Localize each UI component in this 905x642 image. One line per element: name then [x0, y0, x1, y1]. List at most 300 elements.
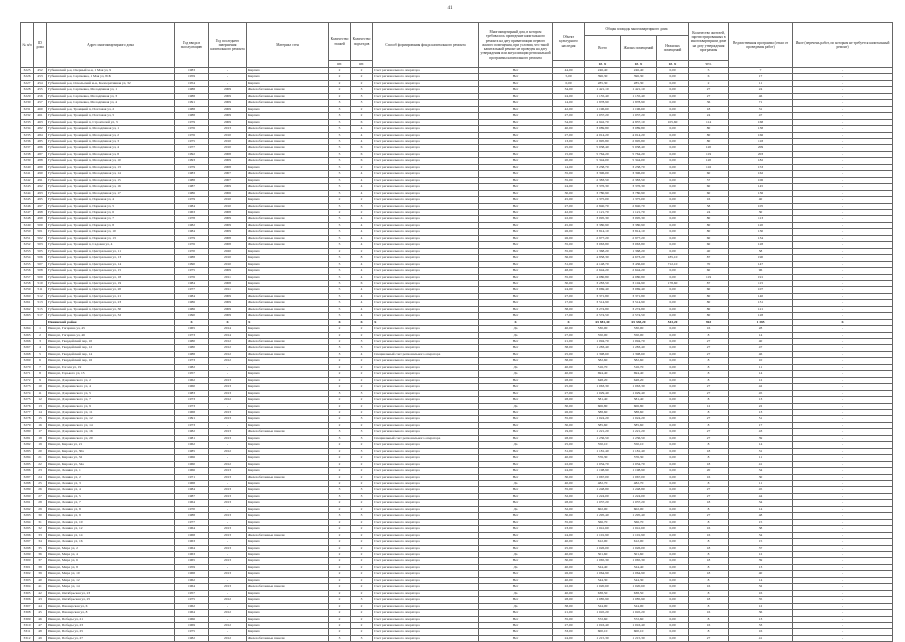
table-cell: -	[793, 306, 893, 312]
table-cell: Счет регионального оператора	[373, 229, 479, 235]
table-cell: 1 085,90	[621, 597, 657, 603]
table-cell: 80	[689, 300, 729, 306]
table-cell: Нет	[479, 448, 553, 454]
table-cell: 396,30	[585, 74, 621, 80]
table-cell: 606,80	[585, 403, 621, 409]
table-cell: Кирпич	[247, 455, 329, 461]
table-cell: 13	[34, 403, 47, 409]
table-cell: 2013	[209, 474, 247, 480]
table-cell: 3 063,80	[585, 242, 621, 248]
table-cell: 40,00	[553, 481, 585, 487]
table-cell: Да	[479, 506, 553, 512]
table-cell: 147	[729, 261, 793, 267]
table-cell: 285,30	[621, 80, 657, 86]
table-cell: 31,00	[553, 448, 585, 454]
table-cell: 2	[329, 532, 351, 538]
table-cell: Специальный счет регионального оператора	[373, 351, 479, 357]
table-cell: 2	[329, 326, 351, 332]
table-cell: 3262	[21, 306, 34, 312]
table-cell: 493	[34, 190, 47, 196]
table-cell: 572,60	[585, 616, 621, 622]
table-cell: 3295	[21, 526, 34, 532]
table-cell: 3	[351, 93, 373, 99]
table-cell: 3	[351, 435, 373, 441]
table-cell: 5	[329, 164, 351, 170]
table-cell: 120	[689, 158, 729, 164]
table-cell: 33	[729, 622, 793, 628]
table-cell: 13	[729, 397, 793, 403]
table-cell: Губкинский р-н, Озерный м-н, 1 Мая ул, 9	[47, 68, 175, 74]
table-cell: 1 026,00	[585, 545, 621, 551]
table-cell: 28,00	[553, 435, 585, 441]
table-cell: 40,00	[553, 539, 585, 545]
table-cell: 4 014,20	[585, 132, 621, 138]
table-cell: 43	[34, 597, 47, 603]
table-cell: 8	[689, 442, 729, 448]
table-cell: Кирпич	[247, 177, 329, 183]
table-cell: 2	[329, 358, 351, 364]
table-cell: 3 238,70	[621, 164, 657, 170]
table-cell: 1990	[175, 313, 209, 319]
table-cell: 487	[34, 151, 47, 157]
table-cell: 2009	[209, 216, 247, 222]
table-cell: 1975	[175, 138, 209, 144]
table-cell: 3 371,80	[621, 293, 657, 299]
table-cell: Счет регионального оператора	[373, 481, 479, 487]
table-cell: Железобетонные панели	[247, 300, 329, 306]
table-cell: 0,00	[657, 80, 689, 86]
table-cell: 566,70	[621, 519, 657, 525]
table-cell: 3237	[21, 145, 34, 151]
table-cell: 3285	[21, 461, 34, 467]
table-cell: 40,00	[553, 371, 585, 377]
unit-residents: чел.	[689, 61, 729, 68]
table-cell: Губкинский р-н, Троицкий п, Парковая ул, 7	[47, 216, 175, 222]
table-cell: 648,20	[585, 377, 621, 383]
table-cell: Губкинский р-н, Троицкий п, Парковая ул, 5	[47, 203, 175, 209]
table-cell: 2	[351, 164, 373, 170]
table-cell: 24,00	[553, 93, 585, 99]
table-cell: Губкинский р-н, Троицкий п, Центральная ул, 21	[47, 293, 175, 299]
table-cell: 1984	[175, 229, 209, 235]
table-cell: 544,30	[585, 577, 621, 583]
table-cell: 588,60	[621, 410, 657, 416]
table-cell: 27	[689, 487, 729, 493]
table-cell: 0,00	[657, 551, 689, 557]
table-cell: 32,00	[553, 493, 585, 499]
table-cell: Нет	[479, 248, 553, 254]
table-cell: Счет регионального оператора	[373, 564, 479, 570]
table-cell: 5	[329, 158, 351, 164]
table-cell: Счет регионального оператора	[373, 248, 479, 254]
table-cell: 2	[329, 80, 351, 86]
table-cell: Нет	[479, 461, 553, 467]
table-cell: Нет	[479, 571, 553, 577]
table-cell: 1977	[175, 519, 209, 525]
table-cell: 20	[689, 468, 729, 474]
table-cell: Счет регионального оператора	[373, 216, 479, 222]
table-cell: 3251	[21, 235, 34, 241]
table-cell: Нет	[479, 87, 553, 93]
table-cell: -	[793, 358, 893, 364]
table-cell: 461	[34, 113, 47, 119]
table-cell: 516,70	[621, 364, 657, 370]
table-cell: 15	[34, 416, 47, 422]
table-cell: -	[793, 339, 893, 345]
table-cell: 4	[351, 242, 373, 248]
table-cell: 27	[689, 93, 729, 99]
table-cell: 0,00	[657, 248, 689, 254]
table-cell: Да	[479, 442, 553, 448]
table-cell: 0,00	[657, 106, 689, 112]
table-cell: 1962	[175, 377, 209, 383]
table-cell: 2	[351, 332, 373, 338]
table-cell: 1 878,90	[585, 100, 621, 106]
table-cell: 2014	[209, 332, 247, 338]
table-cell: 14	[729, 577, 793, 583]
table-cell: -	[793, 539, 893, 545]
table-cell: Нет	[479, 126, 553, 132]
table-cell: 40	[729, 571, 793, 577]
table-cell: 42	[34, 590, 47, 596]
table-cell: 2011	[209, 274, 247, 280]
table-cell: 36,00	[553, 255, 585, 261]
table-cell: 3281	[21, 435, 34, 441]
table-cell: 2	[329, 68, 351, 74]
table-cell: Да	[479, 326, 553, 332]
table-cell: 1982	[175, 222, 209, 228]
table-cell: 12	[729, 603, 793, 609]
table-cell: 17	[729, 422, 793, 428]
table-cell: 3309	[21, 616, 34, 622]
table-cell: Ивня рп, Гвардейский пер, 16	[47, 358, 175, 364]
table-cell: 1964	[175, 610, 209, 616]
table-cell: 5	[329, 306, 351, 312]
table-cell: 2	[351, 500, 373, 506]
table-cell: Железобетонные панели	[247, 532, 329, 538]
table-cell: 1988	[175, 113, 209, 119]
table-cell: 2	[329, 209, 351, 215]
table-cell: Губкинский р-н, Троицкий п, Парковая ул, 8	[47, 222, 175, 228]
table-cell: 2	[689, 80, 729, 86]
table-cell: Кирпич	[247, 468, 329, 474]
table-cell: 0,00	[657, 274, 689, 280]
table-cell: 107	[729, 287, 793, 293]
table-cell: Нет	[479, 519, 553, 525]
table-cell: 2 574,50	[621, 313, 657, 319]
table-cell: 2008	[209, 209, 247, 215]
table-cell: -	[793, 487, 893, 493]
table-cell: 60	[689, 171, 729, 177]
table-cell: 2	[351, 113, 373, 119]
table-cell: 3294	[21, 519, 34, 525]
table-cell: 16	[729, 629, 793, 635]
table-cell: 2	[351, 384, 373, 390]
table-cell: 2010	[209, 138, 247, 144]
table-cell: Железобетонные панели	[247, 87, 329, 93]
table-cell: Счет регионального оператора	[373, 190, 479, 196]
table-cell: 0,00	[657, 603, 689, 609]
table-cell: -	[793, 274, 893, 280]
table-cell: 46	[729, 93, 793, 99]
col-fund-method: Способ формирования фонда капитального ремонта	[373, 23, 479, 68]
table-cell: 1982	[175, 429, 209, 435]
table-cell: 0,00	[657, 68, 689, 74]
table-cell: Счет регионального оператора	[373, 461, 479, 467]
table-cell: 3	[329, 429, 351, 435]
table-cell: Железобетонные панели	[247, 229, 329, 235]
table-cell: 2013	[209, 390, 247, 396]
table-cell: 2009	[209, 87, 247, 93]
table-cell: 2013	[209, 377, 247, 383]
table-cell: 3310	[21, 622, 34, 628]
table-cell: Ивнянский район	[47, 319, 175, 325]
table-cell: X	[793, 319, 893, 325]
table-cell: 6	[351, 158, 373, 164]
table-cell: 1 295,40	[621, 513, 657, 519]
table-cell: 2009	[209, 113, 247, 119]
table-cell: 499	[34, 216, 47, 222]
table-cell: 2012	[209, 610, 247, 616]
table-cell: 2009	[209, 300, 247, 306]
table-cell: Счет регионального оператора	[373, 390, 479, 396]
table-cell: -	[793, 80, 893, 86]
table-cell: 0,00	[657, 216, 689, 222]
table-cell: Кирпич	[247, 326, 329, 332]
table-cell: 3	[329, 487, 351, 493]
table-cell: -	[209, 603, 247, 609]
table-cell: Да	[479, 551, 553, 557]
table-cell: Нет	[479, 274, 553, 280]
table-cell: 21,00	[553, 339, 585, 345]
table-cell: 4	[351, 171, 373, 177]
table-cell: 4 080,80	[585, 274, 621, 280]
table-cell: 3240	[21, 164, 34, 170]
table-cell: 486	[34, 145, 47, 151]
table-cell: Губкинский р-н, Троицкий п, Почтовая ул, 5	[47, 113, 175, 119]
table-cell: Нет	[479, 384, 553, 390]
table-cell: 9	[34, 377, 47, 383]
table-cell: 5 344,00	[585, 158, 621, 164]
table-cell: 1992	[175, 151, 209, 157]
table-cell: 1 375,00	[621, 197, 657, 203]
table-cell: 5	[329, 216, 351, 222]
table-cell: 128	[729, 313, 793, 319]
table-cell: 1 224,00	[621, 493, 657, 499]
table-cell: -	[793, 377, 893, 383]
table-cell: 484	[34, 132, 47, 138]
table-cell: 30,00	[553, 280, 585, 286]
col-floors: Количество этажей	[329, 23, 351, 61]
table-cell: 30,00	[553, 403, 585, 409]
table-cell: 3229	[21, 93, 34, 99]
table-cell: Нет	[479, 377, 553, 383]
table-cell: 507	[34, 261, 47, 267]
table-cell: Кирпич	[247, 590, 329, 596]
table-cell: 4	[351, 268, 373, 274]
table-cell: 2	[329, 474, 351, 480]
table-cell: 0,00	[657, 571, 689, 577]
table-cell: 41	[729, 635, 793, 641]
table-cell: 28,00	[553, 597, 585, 603]
table-cell: 3	[329, 513, 351, 519]
table-cell: 2012	[209, 597, 247, 603]
table-cell: Кирпич	[247, 287, 329, 293]
table-cell: 45,00	[553, 222, 585, 228]
table-cell: 3239	[21, 158, 34, 164]
table-cell: 20	[34, 448, 47, 454]
table-cell: 3292	[21, 506, 34, 512]
table-cell: 15,00	[553, 151, 585, 157]
table-cell: 26,00	[553, 229, 585, 235]
table-cell: 246,40	[621, 68, 657, 74]
table-cell: -	[793, 519, 893, 525]
table-cell: 2012	[209, 635, 247, 641]
table-cell: Губкинский р-н, Троицкий п, Почтовая ул, 2	[47, 106, 175, 112]
table-cell: Нет	[479, 545, 553, 551]
table-cell: Кирпич	[247, 597, 329, 603]
table-cell: 1 020,60	[621, 584, 657, 590]
table-cell: 2	[329, 564, 351, 570]
table-cell: 2013	[209, 500, 247, 506]
table-cell: Губкинский р-н, Троицкий п, Центральная ул, 13	[47, 255, 175, 261]
table-cell: Счет регионального оператора	[373, 429, 479, 435]
table-cell: 35,00	[553, 177, 585, 183]
table-cell: Губкинский р-н, Троицкий п, Парковая ул, 6	[47, 209, 175, 215]
table-cell: 0,00	[657, 481, 689, 487]
table-cell: 11	[34, 390, 47, 396]
table-cell: 18	[689, 558, 729, 564]
table-cell: Ивня рп, Ленина ул, 12	[47, 526, 175, 532]
table-cell: Счет регионального оператора	[373, 513, 479, 519]
table-cell: 4	[351, 274, 373, 280]
table-cell: 14,00	[553, 100, 585, 106]
table-cell: 3255	[21, 261, 34, 267]
unit-area-total: кв. м	[585, 61, 621, 68]
table-cell: Кирпич	[247, 268, 329, 274]
table-cell: 2009	[209, 119, 247, 125]
table-cell: Ивня рп, Мира ул, 4	[47, 551, 175, 557]
table-cell: Нет	[479, 629, 553, 635]
table-cell: 5	[329, 145, 351, 151]
table-cell: 3278	[21, 416, 34, 422]
table-cell: 1962	[175, 577, 209, 583]
table-cell: 2010	[209, 255, 247, 261]
table-cell: 3 396,00	[585, 171, 621, 177]
table-cell: 16	[689, 610, 729, 616]
housing-register-table	[20, 22, 893, 642]
table-cell: Кирпич	[247, 377, 329, 383]
table-cell: Кирпич	[247, 384, 329, 390]
table-cell: -	[793, 590, 893, 596]
table-cell: 31,00	[553, 261, 585, 267]
table-cell: 1 198,90	[585, 468, 621, 474]
table-cell: 2	[351, 622, 373, 628]
table-cell: 4	[351, 177, 373, 183]
table-cell: 1 067,00	[585, 474, 621, 480]
table-cell: -	[793, 300, 893, 306]
table-cell: 2014	[209, 326, 247, 332]
table-cell: Ивня рп, Мира ул, 10	[47, 571, 175, 577]
table-cell: 40,00	[553, 577, 585, 583]
table-cell: 3297	[21, 539, 34, 545]
table-cell: Кирпич	[247, 332, 329, 338]
table-cell: 2013	[209, 558, 247, 564]
table-cell: 4	[351, 261, 373, 267]
table-cell: 3290	[21, 493, 34, 499]
table-cell: Нет	[479, 306, 553, 312]
table-cell: Кирпич	[247, 119, 329, 125]
table-cell: 3284	[21, 455, 34, 461]
table-cell: 3	[351, 429, 373, 435]
table-cell: X	[351, 319, 373, 325]
table-cell: Кирпич	[247, 113, 329, 119]
table-cell: 27,00	[553, 132, 585, 138]
table-cell: 18	[689, 545, 729, 551]
table-cell: 2012	[209, 345, 247, 351]
table-cell: 5 344,00	[621, 158, 657, 164]
table-cell: 4	[351, 222, 373, 228]
table-cell: 2	[329, 87, 351, 93]
table-cell: 29	[34, 506, 47, 512]
table-cell: Ивня рп, Мира ул, 12	[47, 577, 175, 583]
table-cell: -	[793, 390, 893, 396]
table-cell: -	[793, 500, 893, 506]
table-cell: 0,00	[553, 80, 585, 86]
table-cell: Нет	[479, 422, 553, 428]
table-cell: Да	[479, 371, 553, 377]
table-cell: 2	[329, 339, 351, 345]
table-cell: 0,00	[657, 287, 689, 293]
table-cell: -	[793, 293, 893, 299]
table-cell: 5	[329, 242, 351, 248]
table-cell: 0,00	[657, 513, 689, 519]
table-cell: Губкинский р-н, Троицкий п, Центральная ул, 18	[47, 274, 175, 280]
table-cell: Нет	[479, 93, 553, 99]
table-cell: 2012	[209, 351, 247, 357]
table-cell: 3258	[21, 280, 34, 286]
table-cell: Губкинский р-н, Сергиевка, Молодёжная ул, 1	[47, 87, 175, 93]
table-cell: 5	[329, 313, 351, 319]
table-cell: 0,00	[657, 558, 689, 564]
table-cell: 1975	[175, 268, 209, 274]
table-cell: Ивня рп, Дзержинского ул, 14	[47, 422, 175, 428]
table-cell: 501,60	[585, 551, 621, 557]
table-cell: 2	[351, 106, 373, 112]
table-cell: 1988	[175, 351, 209, 357]
table-cell: 530,00	[585, 326, 621, 332]
table-cell: Да	[479, 332, 553, 338]
table-cell: 60	[689, 184, 729, 190]
table-cell: Счет регионального оператора	[373, 209, 479, 215]
table-cell: -	[793, 526, 893, 532]
table-cell: 3306	[21, 597, 34, 603]
table-cell: 452	[34, 68, 47, 74]
table-cell: Железобетонные панели	[247, 313, 329, 319]
table-cell: 2013	[209, 435, 247, 441]
table-cell: -	[793, 113, 893, 119]
table-cell: 550,00	[585, 332, 621, 338]
table-cell: -	[793, 371, 893, 377]
table-cell: 119	[689, 151, 729, 157]
table-cell: Железобетонные панели	[247, 171, 329, 177]
table-cell: Кирпич	[247, 422, 329, 428]
table-cell: 3 780,90	[585, 190, 621, 196]
table-cell: 1971	[175, 474, 209, 480]
col-entrances: Количество подъездов	[351, 23, 373, 61]
table-cell: 0,00	[657, 371, 689, 377]
table-cell: 1 368,20	[585, 248, 621, 254]
